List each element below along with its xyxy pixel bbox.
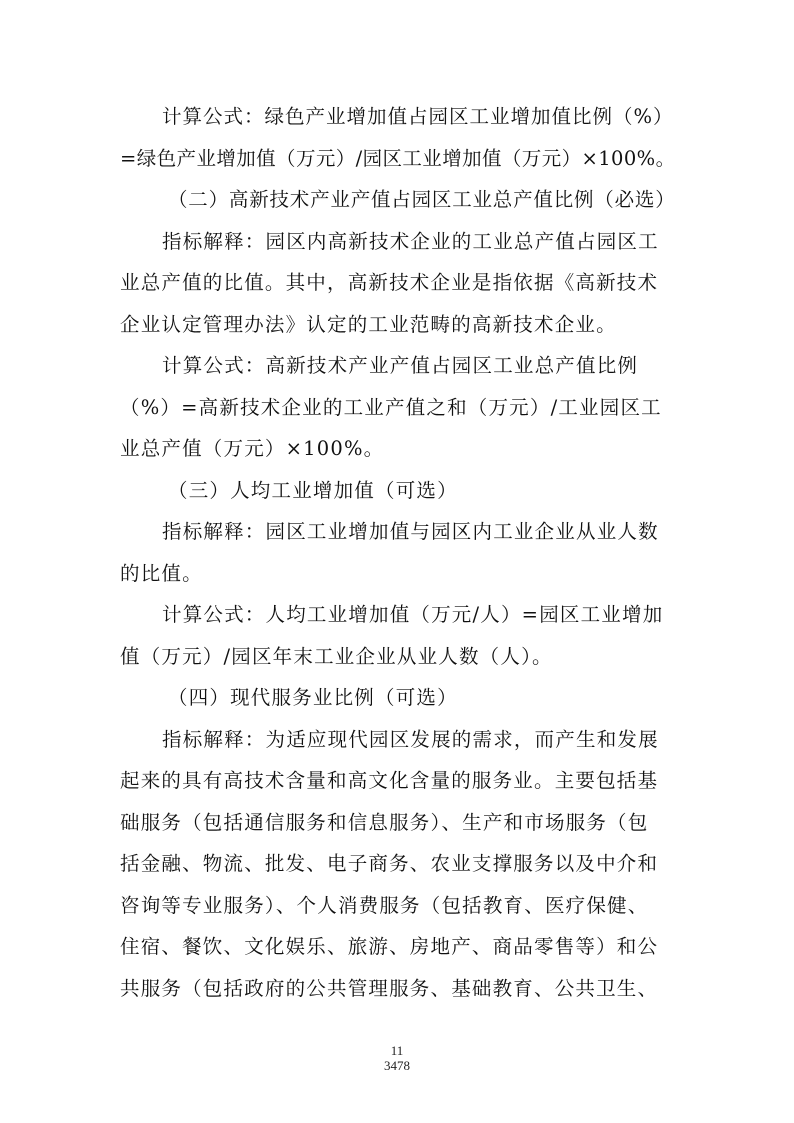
paragraph-line: 指标解释：为适应现代园区发展的需求，而产生和发展 — [162, 727, 659, 751]
paragraph-line: 值（万元）/园区年末工业企业从业人数（人）。 — [120, 644, 553, 668]
paragraph-line: 住宿、餐饮、文化娱乐、旅游、房地产、商品零售等）和公 — [120, 935, 659, 958]
document-total-number: 3478 — [384, 1058, 410, 1073]
paragraph-line: 括金融、物流、批发、电子商务、农业支撑服务以及中介和 — [120, 852, 659, 875]
paragraph-line: 企业认定管理办法》认定的工业范畴的高新技术企业。 — [120, 312, 617, 336]
section-heading: （二）高新技术产业产值占园区工业总产值比例（必选） — [168, 188, 676, 211]
paragraph-line: 计算公式：绿色产业增加值占园区工业增加值比例（%） — [162, 105, 674, 128]
paragraph-line: 计算公式：人均工业增加值（万元/人）=园区工业增加 — [162, 603, 664, 626]
body-text — [120, 96, 676, 1009]
paragraph-line: 指标解释：园区工业增加值与园区内工业企业从业人数 — [162, 520, 659, 543]
paragraph-line: 指标解释：园区内高新技术企业的工业总产值占园区工 — [162, 229, 659, 253]
paragraph-line: 业总产值（万元）×100%。 — [120, 437, 385, 460]
paragraph-line: 计算公式：高新技术产业产值占园区工业总产值比例 — [162, 354, 639, 377]
paragraph-line: 的比值。 — [120, 561, 203, 585]
paragraph-line: =绿色产业增加值（万元）/园区工业增加值（万元）×100%。 — [120, 146, 676, 170]
section-heading: （四）现代服务业比例（可选） — [168, 686, 458, 709]
paragraph-line: （%）=高新技术企业的工业产值之和（万元）/工业园区工 — [120, 395, 662, 419]
paragraph-line: 咨询等专业服务）、个人消费服务（包括教育、医疗保健、 — [120, 893, 649, 917]
paragraph-line: 共服务（包括政府的公共管理服务、基础教育、公共卫生、 — [120, 976, 659, 1000]
paragraph-line: 础服务（包括通信服务和信息服务）、生产和市场服务（包 — [120, 810, 649, 834]
paragraph-line: 业总产值的比值。其中，高新技术企业是指依据《高新技术 — [120, 271, 659, 294]
paragraph-line: 起来的具有高技术含量和高文化含量的服务业。主要包括基 — [120, 769, 659, 792]
section-heading: （三）人均工业增加值（可选） — [168, 478, 458, 502]
page-number: 11 — [390, 1043, 404, 1058]
